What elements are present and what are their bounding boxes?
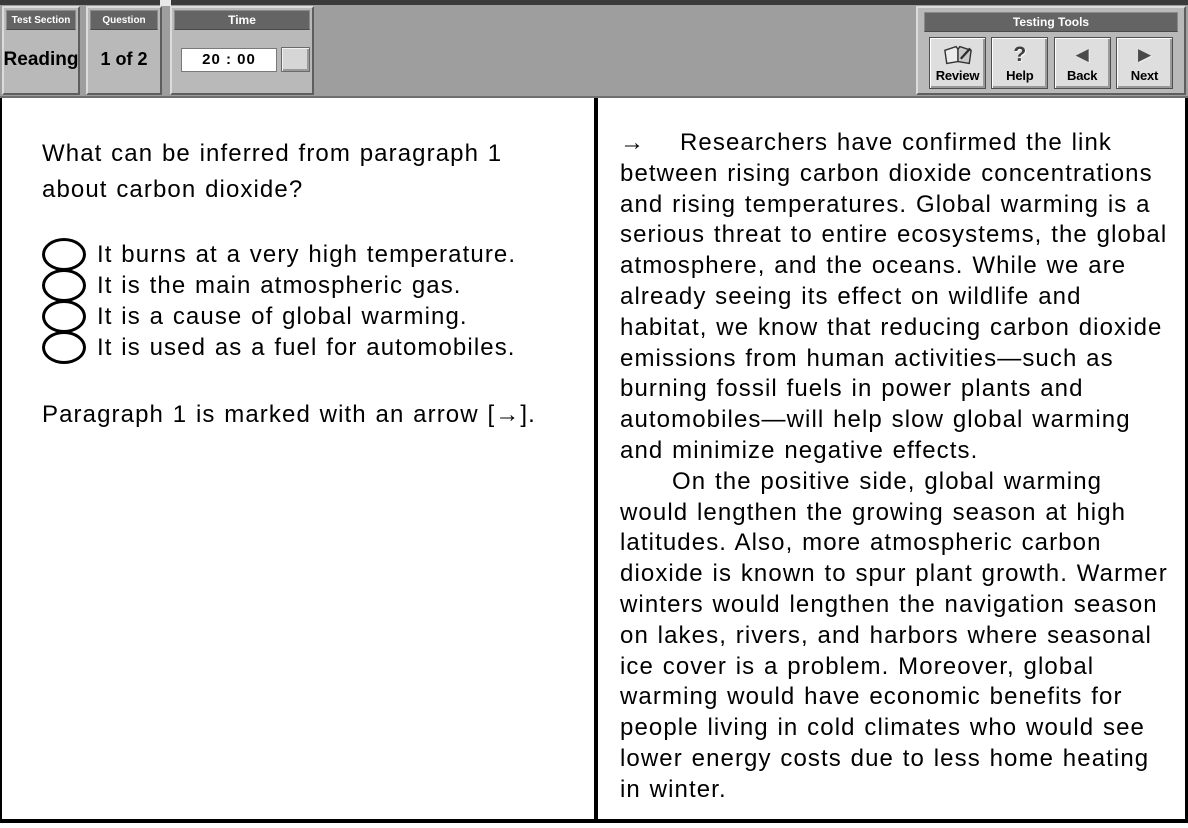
next-button-label: Next (1130, 68, 1159, 83)
passage-pane (598, 98, 1187, 819)
test-section-panel (2, 6, 80, 95)
triangle-right-icon: ▶ (1137, 45, 1152, 64)
triangle-left-icon: ◀ (1075, 45, 1089, 64)
radio-oval[interactable] (42, 300, 86, 333)
question-number-header: Question (90, 10, 158, 30)
passage-paragraph-1-text: Researchers have confirmed the link between rising carbon dioxide concentrations and rising temperatures. Global warming is a serious threat to entire ecosystems, the global atmosphere, and the oceans. While we are already seeing its effect on wildlife and habitat, we know that reducing carbon dioxide emissions from human activities—such as burning fossil fuels in power plants and automobiles—will help slow global warming and minimize negative effects. (620, 129, 1168, 464)
answer-option-label: It is used as a fuel for automobiles. (97, 333, 516, 361)
answer-option[interactable] (42, 301, 594, 332)
question-prompt: What can be inferred from paragraph 1 about carbon dioxide? (42, 140, 503, 203)
top-bar (0, 0, 1188, 98)
paragraph-arrow-icon: → (620, 129, 646, 156)
answer-option-label: It burns at a very high temperature. (97, 240, 517, 268)
question-number-value: 1 of 2 (100, 49, 148, 69)
answer-options (42, 239, 594, 363)
content-area (0, 98, 1188, 823)
review-button[interactable] (929, 37, 986, 89)
radio-oval[interactable] (42, 269, 86, 302)
radio-oval[interactable] (42, 238, 86, 271)
help-button-label: Help (1006, 68, 1034, 83)
help-button[interactable] (991, 37, 1048, 89)
testing-tools-panel (916, 6, 1186, 95)
test-section-value: Reading (3, 48, 79, 70)
test-section-header: Test Section (6, 10, 76, 30)
paragraph-note: Paragraph 1 is marked with an arrow [→]. (42, 401, 536, 428)
reading-passage (620, 128, 1176, 806)
back-button-label: Back (1067, 68, 1098, 83)
answer-option[interactable] (42, 270, 594, 301)
time-panel (170, 6, 314, 95)
next-button[interactable] (1116, 37, 1173, 89)
passage-paragraph-2: On the positive side, global warming would lengthen the growing season at high latitudes. Also, more atmospheric carbon dioxide is known to spur plant growth. Warmer winters would lengthen the navigation season on lakes, rivers, and harbors where seasonal ice cover is a problem. Moreover, global warming would have economic benefits for people living in cold climates who would see lower energy costs due to less home heating in winter. (620, 467, 1168, 803)
timer-display: 20 : 00 (181, 48, 277, 72)
book-pencil-icon (943, 43, 973, 67)
testing-tools-buttons (923, 37, 1179, 89)
answer-option[interactable] (42, 239, 594, 270)
passage-paragraph-1 (620, 128, 1176, 467)
top-strip (0, 0, 1188, 5)
testing-tools-header: Testing Tools (924, 12, 1178, 32)
answer-option[interactable] (42, 332, 594, 363)
question-pane (2, 98, 594, 819)
back-button[interactable] (1054, 37, 1111, 89)
timer-toggle-button[interactable] (281, 47, 310, 72)
question-number-panel (86, 6, 162, 95)
review-button-label: Review (935, 68, 980, 83)
answer-option-label: It is a cause of global warming. (97, 302, 468, 330)
question-mark-icon: ? (1013, 43, 1027, 66)
answer-option-label: It is the main atmospheric gas. (97, 271, 462, 299)
time-header: Time (174, 10, 310, 30)
radio-oval[interactable] (42, 331, 86, 364)
